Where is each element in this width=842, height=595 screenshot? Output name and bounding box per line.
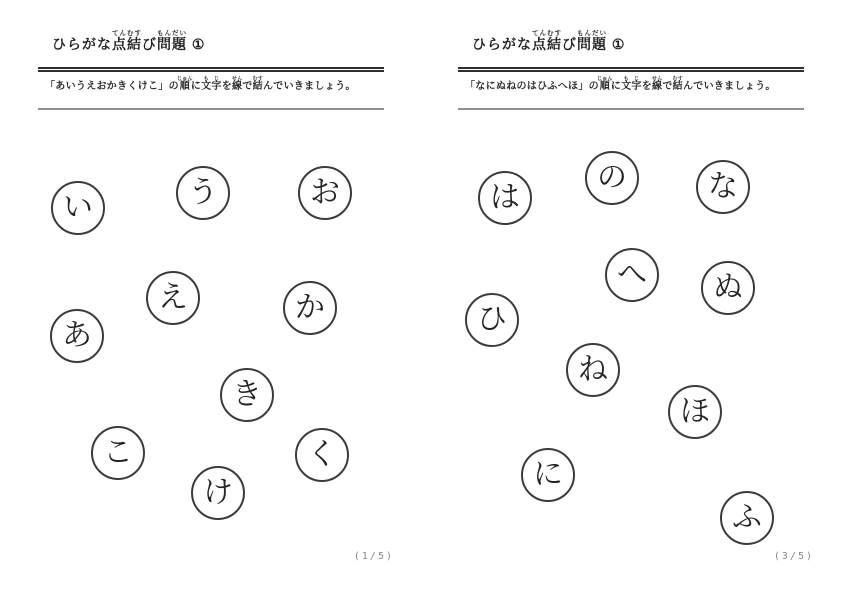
letter-char: え xyxy=(158,280,188,315)
worksheet-page-1 xyxy=(38,30,394,580)
letter-circle-ほ[interactable] xyxy=(668,385,722,439)
letter-circle-ね[interactable] xyxy=(566,343,620,397)
letter-char: か xyxy=(295,290,325,325)
letter-circle-ひ[interactable] xyxy=(465,293,519,347)
letter-circle-く[interactable] xyxy=(295,428,349,482)
letter-char: お xyxy=(310,175,340,210)
letter-char: い xyxy=(63,190,93,225)
letter-char: に xyxy=(533,457,563,492)
letter-circle-ふ[interactable] xyxy=(720,491,774,545)
letter-circle-へ[interactable] xyxy=(605,248,659,302)
letter-char: こ xyxy=(103,435,133,470)
worksheet-page-2 xyxy=(458,30,814,580)
letter-circle-は[interactable] xyxy=(478,171,532,225)
letter-char: ほ xyxy=(680,394,710,429)
letter-circle-け[interactable] xyxy=(191,466,245,520)
page-number: (3/5) xyxy=(773,551,814,562)
letter-circle-あ[interactable] xyxy=(50,309,104,363)
letter-char: ひ xyxy=(477,302,507,337)
letter-circle-か[interactable] xyxy=(283,281,337,335)
letter-circle-き[interactable] xyxy=(220,368,274,422)
letter-char: の xyxy=(597,160,627,195)
letters-field xyxy=(458,30,804,580)
letter-char: う xyxy=(188,175,218,210)
page-number: (1/5) xyxy=(353,551,394,562)
instruction-text: 「なにぬねのはひふへほ」の順じゅんに文字もじを線せんで結むすんでいきましょう。 xyxy=(465,76,776,92)
letter-circle-ぬ[interactable] xyxy=(701,261,755,315)
page-title: ひらがな点結てんむすび問題もんだい ① xyxy=(52,30,206,52)
page-title: ひらがな点結てんむすび問題もんだい ① xyxy=(472,30,626,52)
letter-char: き xyxy=(232,377,262,412)
letter-circle-う[interactable] xyxy=(176,166,230,220)
letter-char: な xyxy=(708,169,738,204)
letter-circle-い[interactable] xyxy=(51,181,105,235)
letter-char: は xyxy=(490,180,520,215)
letter-circle-に[interactable] xyxy=(521,448,575,502)
instruction-text: 「あいうえおかきくけこ」の順じゅんに文字もじを線せんで結むすんでいきましょう。 xyxy=(45,76,356,92)
letter-circle-え[interactable] xyxy=(146,271,200,325)
letter-char: ふ xyxy=(732,500,762,535)
letter-char: あ xyxy=(62,318,92,353)
letter-char: ぬ xyxy=(713,270,743,305)
letter-circle-な[interactable] xyxy=(696,160,750,214)
letter-circle-お[interactable] xyxy=(298,166,352,220)
letter-char: ね xyxy=(578,352,608,387)
letter-circle-の[interactable] xyxy=(585,151,639,205)
letter-char: け xyxy=(203,475,233,510)
letters-field xyxy=(38,30,384,580)
letter-char: く xyxy=(307,437,337,472)
letter-char: へ xyxy=(617,257,647,292)
letter-circle-こ[interactable] xyxy=(91,426,145,480)
